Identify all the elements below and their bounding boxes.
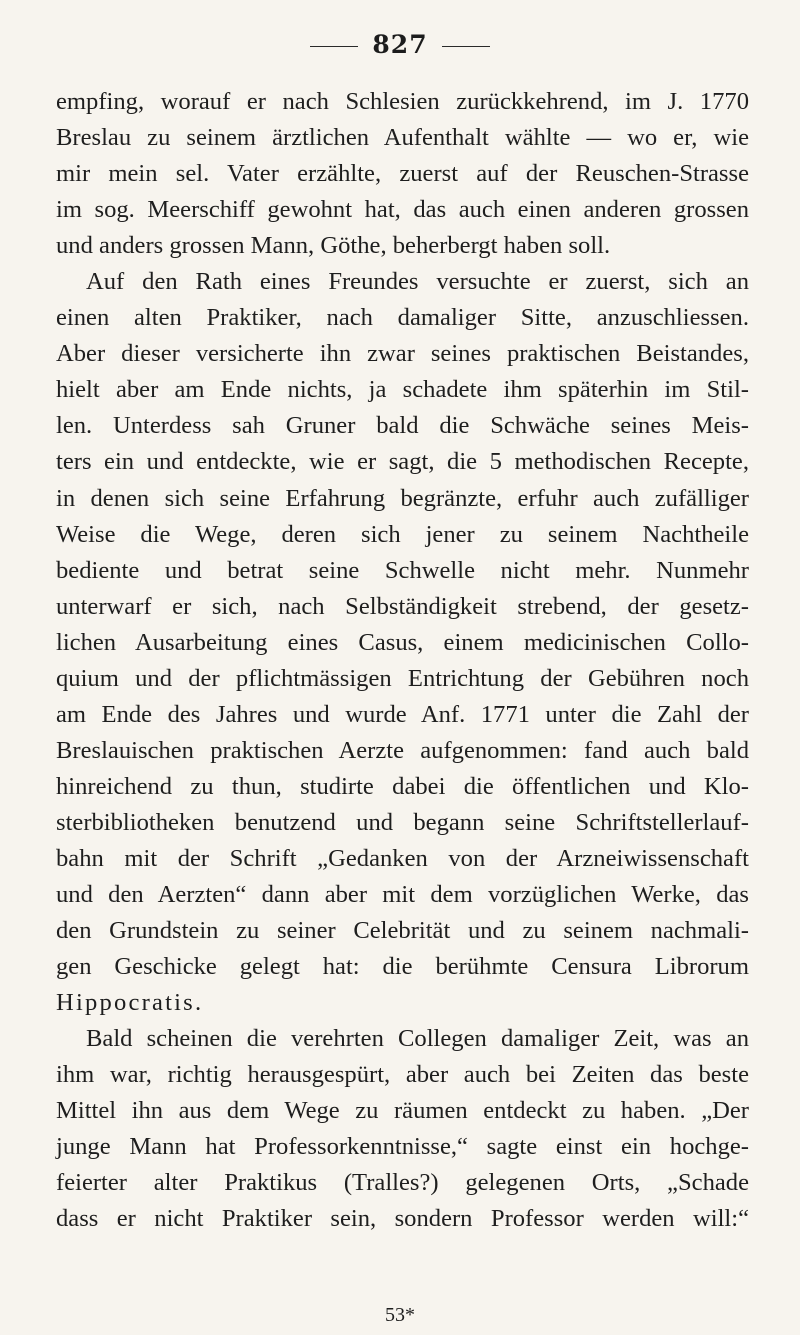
text-line: hinreichend zu thun, studirte dabei die öffentlichen und Klo- bbox=[56, 772, 749, 800]
text-line: Hippocratis. bbox=[56, 989, 204, 1017]
text-line: empfing, worauf er nach Schlesien zurückkehrend, im J. 1770 bbox=[56, 88, 749, 115]
text-line: Bald scheinen die verehrten Collegen damaliger Zeit, was an bbox=[86, 1025, 749, 1053]
text-line: Breslau zu seinem ärztlichen Aufenthalt wählte — wo er, wie bbox=[56, 124, 749, 152]
page-number: 827 bbox=[372, 30, 428, 59]
text-line: junge Mann hat Professorkenntnisse,“ sagte einst ein hochge- bbox=[56, 1133, 749, 1161]
text-line: in denen sich seine Erfahrung begränzte, erfuhr auch zufälliger bbox=[56, 484, 749, 512]
header-rule-right bbox=[442, 46, 490, 47]
text-line: bahn mit der Schrift „Gedanken von der Arzneiwissenschaft bbox=[56, 844, 749, 872]
text-line: ters ein und entdeckte, wie er sagt, die 5 methodischen Recepte, bbox=[56, 448, 749, 476]
text-line: bediente und betrat seine Schwelle nicht mehr. Nunmehr bbox=[56, 556, 749, 584]
text-line: einen alten Praktiker, nach damaliger Sitte, anzuschliessen. bbox=[56, 304, 749, 332]
text-line: im sog. Meerschiff gewohnt hat, das auch einen anderen grossen bbox=[56, 196, 749, 224]
text-line: den Grundstein zu seiner Celebrität und zu seinem nachmali- bbox=[56, 917, 749, 945]
text-line: hielt aber am Ende nichts, ja schadete ihm späterhin im Stil- bbox=[56, 376, 749, 404]
text-line: und den Aerzten“ dann aber mit dem vorzüglichen Werke, das bbox=[56, 881, 749, 909]
text-line: unterwarf er sich, nach Selbständigkeit strebend, der gesetz- bbox=[56, 592, 749, 620]
text-line: sterbibliotheken benutzend und begann seine Schriftstellerlauf- bbox=[56, 808, 749, 836]
text-line: Auf den Rath eines Freundes versuchte er zuerst, sich an bbox=[86, 268, 749, 296]
text-line: Breslauischen praktischen Aerzte aufgenommen: fand auch bald bbox=[56, 736, 749, 764]
page-header bbox=[0, 30, 800, 59]
header-rule-left bbox=[310, 46, 358, 47]
text-line: len. Unterdess sah Gruner bald die Schwäche seines Meis- bbox=[56, 412, 749, 440]
text-line: Weise die Wege, deren sich jener zu seinem Nachtheile bbox=[56, 520, 749, 548]
text-line: und anders grossen Mann, Göthe, beherbergt haben soll. bbox=[56, 232, 611, 260]
text-line: ihm war, richtig herausgespürt, aber auch bei Zeiten das beste bbox=[56, 1061, 749, 1089]
text-line: gen Geschicke gelegt hat: die berühmte Censura Librorum bbox=[56, 953, 749, 981]
body-text bbox=[56, 84, 749, 1238]
text-line: quium und der pflichtmässigen Entrichtung der Gebühren noch bbox=[56, 664, 749, 692]
text-line: am Ende des Jahres und wurde Anf. 1771 unter die Zahl der bbox=[56, 700, 749, 728]
text-line: feierter alter Praktikus (Tralles?) gelegenen Orts, „Schade bbox=[56, 1169, 749, 1197]
text-line: Mittel ihn aus dem Wege zu räumen entdeckt zu haben. „Der bbox=[56, 1097, 749, 1125]
text-line: lichen Ausarbeitung eines Casus, einem medicinischen Collo- bbox=[56, 628, 749, 656]
text-line: dass er nicht Praktiker sein, sondern Professor werden will:“ bbox=[56, 1205, 749, 1233]
text-line: Aber dieser versicherte ihn zwar seines praktischen Beistandes, bbox=[56, 340, 749, 368]
text-line: mir mein sel. Vater erzählte, zuerst auf der Reuschen-Strasse bbox=[56, 160, 749, 188]
signature-mark: 53* bbox=[385, 1304, 415, 1326]
